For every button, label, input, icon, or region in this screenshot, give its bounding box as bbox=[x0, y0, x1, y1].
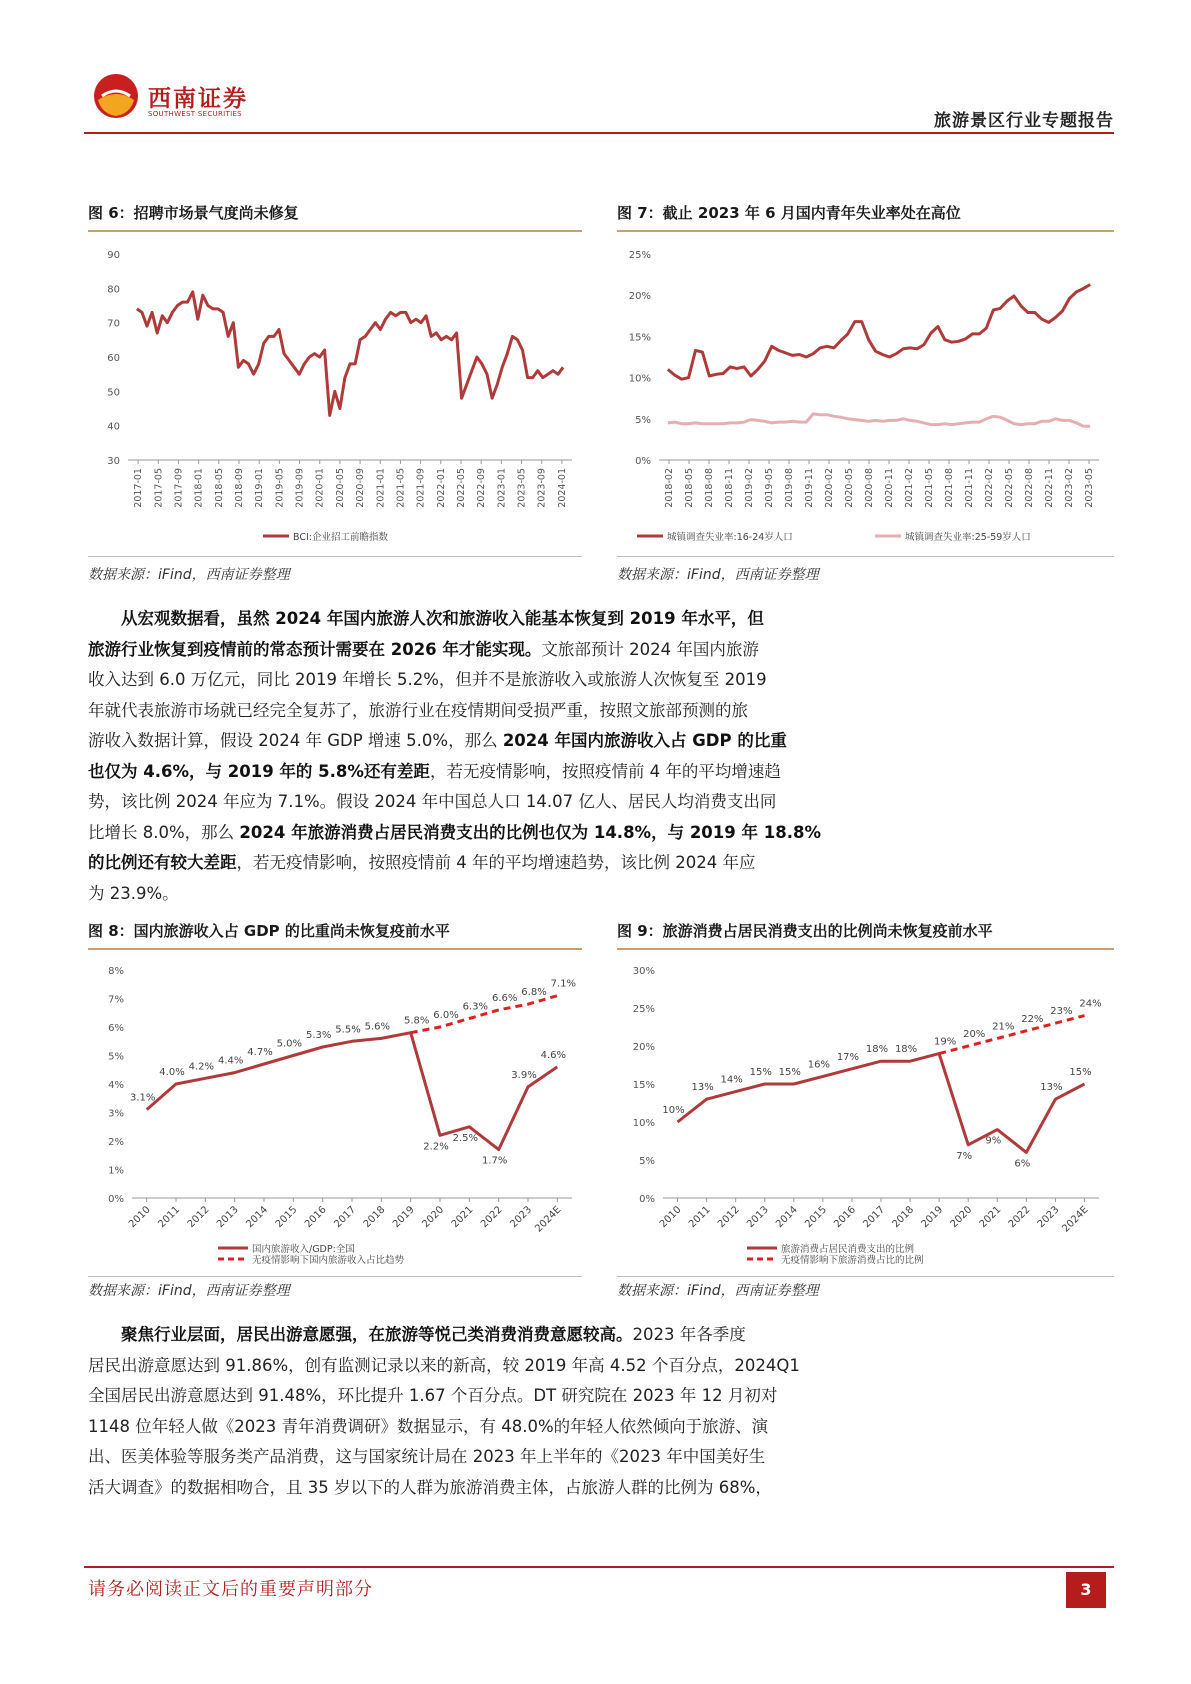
data-label: 5.6% bbox=[364, 1021, 391, 1033]
text-run: 出、医美体验等服务类产品消费，这与国家统计局在 2023 年上半年的《2023 年中国美好生 bbox=[88, 1447, 766, 1466]
figure-8 bbox=[88, 920, 582, 1282]
data-label: 9% bbox=[985, 1135, 1002, 1147]
data-label: 16% bbox=[807, 1059, 830, 1071]
y-tick-label: 5% bbox=[639, 1156, 655, 1167]
figure-7 bbox=[617, 202, 1114, 562]
y-tick-label: 25% bbox=[632, 1004, 655, 1015]
legend-label: 城镇调查失业率:25-59岁人口 bbox=[905, 532, 1031, 543]
data-label: 4.6% bbox=[540, 1049, 567, 1061]
data-label: 15% bbox=[778, 1067, 801, 1078]
figure-9-bottom-rule bbox=[617, 1276, 1114, 1277]
data-label: 22% bbox=[1021, 1013, 1044, 1025]
figure-7-title: 图 7：截止 2023 年 6 月国内青年失业率处在高位 bbox=[617, 204, 961, 222]
data-label: 18% bbox=[894, 1044, 918, 1056]
y-tick-label: 15% bbox=[628, 332, 651, 344]
figure-9 bbox=[617, 920, 1114, 1282]
x-tick-label: 2018-11 bbox=[724, 468, 735, 508]
figure-9-title: 图 9：旅游消费占居民消费支出的比例尚未恢复疫前水平 bbox=[617, 922, 993, 940]
x-tick-label: 2013 bbox=[745, 1204, 771, 1231]
series-line-actual bbox=[678, 1051, 1085, 1153]
data-label: 20% bbox=[963, 1029, 986, 1040]
data-label: 15% bbox=[749, 1067, 772, 1078]
bold-text: 从宏观数据看，虽然 2024 年国内旅游人次和旅游收入能基本恢复到 2019 年水平，但 bbox=[121, 609, 764, 628]
y-tick-label: 70 bbox=[107, 318, 120, 330]
x-tick-label: 2016 bbox=[832, 1204, 859, 1231]
x-tick-label: 2024E bbox=[533, 1204, 564, 1235]
data-label: 7% bbox=[956, 1150, 973, 1162]
x-tick-label: 2022-05 bbox=[456, 468, 467, 508]
data-label: 13% bbox=[1040, 1082, 1063, 1094]
data-label: 5.8% bbox=[403, 1015, 430, 1027]
series-line-2 bbox=[668, 414, 1090, 426]
x-tick-label: 2022-08 bbox=[1024, 468, 1035, 508]
body-paragraph-1 bbox=[88, 604, 892, 909]
x-tick-label: 2014 bbox=[774, 1204, 800, 1231]
y-tick-label: 40 bbox=[107, 421, 120, 433]
y-tick-label: 20% bbox=[628, 291, 651, 303]
text-run: 收入达到 6.0 万亿元，同比 2019 年增长 5.2%，但并不是旅游收入或旅游人次恢复至 2019 bbox=[88, 670, 767, 689]
x-tick-label: 2019-11 bbox=[804, 468, 815, 508]
text-run: ，若无疫情影响，按照疫情前 4 年的平均增速趋 bbox=[429, 761, 781, 781]
x-tick-label: 2022 bbox=[1006, 1204, 1033, 1231]
x-tick-label: 2022 bbox=[479, 1204, 505, 1231]
y-tick-label: 2% bbox=[108, 1137, 124, 1148]
x-tick-label: 2021-01 bbox=[375, 468, 387, 508]
figure-6-source: 数据来源：iFind，西南证券整理 bbox=[88, 567, 290, 583]
x-tick-label: 2021-11 bbox=[964, 468, 975, 508]
x-tick-label: 2020 bbox=[948, 1204, 975, 1231]
text-run: 活大调查》的数据相吻合，且 35 岁以下的人群为旅游消费主体，占旅游人群的比例为 68%， bbox=[88, 1477, 772, 1497]
x-tick-label: 2018-01 bbox=[193, 468, 205, 508]
y-tick-label: 8% bbox=[108, 966, 124, 977]
x-tick-label: 2022-05 bbox=[1004, 468, 1015, 508]
y-tick-label: 50 bbox=[107, 387, 120, 399]
series-line-1 bbox=[668, 285, 1090, 380]
paragraph-line bbox=[88, 879, 892, 910]
x-tick-label: 2018 bbox=[890, 1204, 917, 1231]
x-tick-label: 2015 bbox=[273, 1204, 300, 1231]
x-tick-label: 2018-02 bbox=[664, 468, 675, 508]
x-tick-label: 2019-05 bbox=[274, 468, 286, 508]
x-tick-label: 2020-11 bbox=[884, 468, 895, 508]
figure-7-chart bbox=[617, 232, 1114, 550]
paragraph-line bbox=[88, 818, 892, 849]
data-label: 15% bbox=[1069, 1067, 1092, 1078]
x-tick-label: 2011 bbox=[686, 1204, 713, 1231]
x-tick-label: 2023 bbox=[508, 1204, 535, 1231]
x-tick-label: 2019-09 bbox=[294, 468, 306, 508]
x-tick-label: 2020-05 bbox=[844, 468, 855, 508]
y-tick-label: 0% bbox=[639, 1194, 655, 1205]
data-label: 6% bbox=[1014, 1158, 1031, 1170]
x-tick-label: 2020-09 bbox=[355, 468, 367, 508]
text-run: 年就代表旅游市场就已经完全复苏了，旅游行业在疫情期间受损严重，按照文旅部预测的旅 bbox=[88, 700, 748, 720]
footer-divider bbox=[84, 1566, 1114, 1568]
x-tick-label: 2020-02 bbox=[824, 468, 835, 508]
x-tick-label: 2012 bbox=[716, 1204, 742, 1231]
header-divider bbox=[84, 132, 1114, 134]
x-tick-label: 2021 bbox=[449, 1204, 476, 1231]
x-tick-label: 2017 bbox=[861, 1204, 888, 1231]
data-label: 4.2% bbox=[188, 1061, 215, 1073]
x-tick-label: 2023-09 bbox=[536, 468, 548, 508]
paragraph-line bbox=[88, 604, 892, 635]
x-tick-label: 2012 bbox=[185, 1204, 212, 1231]
y-tick-label: 5% bbox=[635, 414, 651, 426]
x-tick-label: 2018 bbox=[361, 1204, 388, 1231]
x-tick-label: 2013 bbox=[215, 1204, 241, 1231]
x-tick-label: 2022-09 bbox=[476, 468, 488, 508]
data-label: 3.1% bbox=[129, 1092, 156, 1104]
y-tick-label: 90 bbox=[107, 250, 120, 261]
figure-7-bottom-rule bbox=[617, 556, 1114, 557]
x-tick-label: 2023-05 bbox=[516, 468, 528, 508]
x-tick-label: 2019 bbox=[919, 1204, 946, 1231]
bold-text: 2024 年旅游消费占居民消费支出的比例也仅为 14.8%，与 2019 年 18.8% bbox=[239, 822, 821, 842]
page-header bbox=[84, 70, 1114, 140]
bold-text: 2024 年国内旅游收入占 GDP 的比重 bbox=[502, 731, 787, 750]
figure-6 bbox=[88, 202, 582, 562]
report-title: 旅游景区行业专题报告 bbox=[934, 111, 1114, 131]
x-tick-label: 2014 bbox=[244, 1204, 271, 1231]
text-run: 居民出游意愿达到 91.86%，创有监测记录以来的新高，较 2019 年高 4.52 个百分点，2024Q1 bbox=[88, 1355, 800, 1375]
text-run: 文旅部预计 2024 年国内旅游 bbox=[541, 639, 759, 659]
paragraph-line bbox=[88, 726, 892, 757]
x-tick-label: 2020-08 bbox=[864, 468, 875, 508]
y-tick-label: 1% bbox=[108, 1165, 124, 1177]
paragraph-line bbox=[88, 1473, 892, 1504]
x-tick-label: 2018-08 bbox=[704, 468, 715, 508]
paragraph-line bbox=[88, 848, 892, 879]
brand-english: SOUTHWEST SECURITIES bbox=[148, 110, 242, 118]
x-tick-label: 2022-01 bbox=[435, 468, 447, 508]
figure-8-chart bbox=[88, 950, 582, 1270]
figure-8-title: 图 8：国内旅游收入占 GDP 的比重尚未恢复疫前水平 bbox=[88, 922, 450, 940]
x-tick-label: 2023-05 bbox=[1084, 468, 1095, 508]
x-tick-label: 2021-08 bbox=[944, 468, 955, 508]
x-tick-label: 2019-08 bbox=[784, 468, 795, 508]
figure-9-chart bbox=[617, 950, 1114, 1270]
footer-notice: 请务必阅读正文后的重要声明部分 bbox=[88, 1579, 373, 1600]
x-tick-label: 2017-09 bbox=[173, 468, 185, 508]
paragraph-line bbox=[88, 787, 892, 818]
x-tick-label: 2018-05 bbox=[213, 468, 225, 508]
y-tick-label: 80 bbox=[107, 284, 120, 296]
data-label: 13% bbox=[691, 1082, 714, 1094]
text-run: 游收入数据计算，假设 2024 年 GDP 增速 5.0%，那么 bbox=[88, 731, 503, 750]
x-tick-label: 2010 bbox=[127, 1204, 153, 1231]
x-tick-label: 2018-05 bbox=[684, 468, 695, 508]
y-tick-label: 20% bbox=[632, 1042, 655, 1053]
data-label: 4.4% bbox=[217, 1055, 244, 1067]
data-label: 10% bbox=[662, 1105, 685, 1116]
y-tick-label: 5% bbox=[108, 1051, 124, 1063]
x-tick-label: 2017 bbox=[332, 1204, 359, 1231]
text-run: ，若无疫情影响，按照疫情前 4 年的平均增速趋势，该比例 2024 年应 bbox=[236, 853, 756, 872]
figure-6-title: 图 6：招聘市场景气度尚未修复 bbox=[88, 204, 299, 222]
y-tick-label: 10% bbox=[628, 373, 651, 385]
series-line-actual bbox=[147, 1033, 558, 1153]
paragraph-line bbox=[88, 1351, 892, 1382]
data-label: 4.7% bbox=[247, 1047, 273, 1059]
figure-8-source: 数据来源：iFind，西南证券整理 bbox=[88, 1283, 290, 1299]
x-tick-label: 2022-11 bbox=[1044, 468, 1055, 508]
series-line-1 bbox=[137, 292, 563, 416]
data-label: 6.0% bbox=[433, 1010, 459, 1021]
x-tick-label: 2024E bbox=[1060, 1204, 1091, 1235]
x-tick-label: 2018-09 bbox=[234, 468, 245, 508]
brand-name: 西南证券 bbox=[148, 85, 248, 112]
figure-8-bottom-rule bbox=[88, 1276, 582, 1277]
data-label: 21% bbox=[992, 1021, 1015, 1033]
page-number: 3 bbox=[1066, 1572, 1106, 1608]
x-tick-label: 2019-01 bbox=[254, 468, 266, 508]
legend-label: BCI:企业招工前瞻指数 bbox=[293, 532, 388, 543]
legend-label: 无疫情影响下国内旅游收入占比趋势 bbox=[252, 1255, 405, 1266]
legend-label: 旅游消费占居民消费支出的比例 bbox=[781, 1244, 915, 1255]
y-tick-label: 30% bbox=[632, 966, 655, 977]
legend-label: 城镇调查失业率:16-24岁人口 bbox=[667, 532, 793, 543]
bold-text: 旅游行业恢复到疫情前的常态预计需要在 2026 年才能实现。 bbox=[88, 639, 542, 659]
x-tick-label: 2023-01 bbox=[496, 468, 508, 508]
x-tick-label: 2021-05 bbox=[924, 468, 935, 508]
southwest-securities-logo-icon bbox=[92, 72, 140, 120]
x-tick-label: 2010 bbox=[657, 1204, 684, 1231]
paragraph-line bbox=[88, 1442, 892, 1473]
y-tick-label: 6% bbox=[108, 1023, 124, 1034]
x-tick-label: 2021-02 bbox=[904, 468, 915, 508]
paragraph-line bbox=[88, 665, 892, 696]
paragraph-line bbox=[88, 1381, 892, 1412]
x-tick-label: 2023-02 bbox=[1064, 468, 1075, 508]
y-tick-label: 30 bbox=[107, 456, 120, 467]
data-label: 6.8% bbox=[521, 987, 547, 999]
legend-label: 国内旅游收入/GDP:全国 bbox=[252, 1244, 355, 1255]
legend-label: 无疫情影响下旅游消费占比的比例 bbox=[781, 1255, 924, 1266]
y-tick-label: 0% bbox=[108, 1194, 124, 1205]
data-label: 6.3% bbox=[462, 1001, 489, 1013]
x-tick-label: 2020 bbox=[420, 1204, 447, 1231]
data-label: 4.0% bbox=[159, 1067, 185, 1078]
data-label: 3.9% bbox=[511, 1069, 537, 1081]
y-tick-label: 10% bbox=[632, 1118, 655, 1129]
data-label: 23% bbox=[1050, 1006, 1073, 1018]
bold-text: 也仅为 4.6%，与 2019 年的 5.8%还有差距 bbox=[88, 761, 430, 781]
bold-text: 聚焦行业层面，居民出游意愿强，在旅游等悦己类消费消费意愿较高。 bbox=[121, 1325, 633, 1344]
x-tick-label: 2022-02 bbox=[984, 468, 995, 508]
x-tick-label: 2011 bbox=[156, 1204, 183, 1231]
data-label: 24% bbox=[1079, 998, 1102, 1010]
text-run: 2023 年各季度 bbox=[632, 1325, 746, 1344]
y-tick-label: 3% bbox=[108, 1108, 124, 1120]
x-tick-label: 2017-05 bbox=[153, 468, 165, 508]
body-paragraph-2 bbox=[88, 1320, 892, 1503]
figure-7-source: 数据来源：iFind，西南证券整理 bbox=[617, 567, 819, 583]
data-label: 5.3% bbox=[305, 1029, 332, 1041]
text-run: 势，该比例 2024 年应为 7.1%。假设 2024 年中国总人口 14.07 亿人、居民人均消费支出同 bbox=[88, 792, 777, 811]
data-label: 14% bbox=[720, 1074, 743, 1086]
y-tick-label: 15% bbox=[632, 1080, 655, 1091]
x-tick-label: 2020-05 bbox=[334, 468, 346, 508]
data-label: 5.5% bbox=[335, 1024, 361, 1036]
data-label: 5.0% bbox=[276, 1038, 303, 1050]
x-tick-label: 2017-01 bbox=[133, 468, 145, 508]
paragraph-line bbox=[88, 1412, 892, 1443]
data-label: 2.5% bbox=[452, 1132, 479, 1144]
text-run: 全国居民出游意愿达到 91.48%，环比提升 1.67 个百分点。DT 研究院在 2023 年 12 月初对 bbox=[88, 1386, 778, 1405]
x-tick-label: 2021-05 bbox=[395, 468, 407, 508]
x-tick-label: 2024-01 bbox=[556, 467, 568, 508]
figure-6-bottom-rule bbox=[88, 556, 582, 557]
bold-text: 的比例还有较大差距 bbox=[88, 853, 237, 872]
y-tick-label: 7% bbox=[108, 994, 124, 1006]
text-run: 1148 位年轻人做《2023 青年消费调研》数据显示，有 48.0%的年轻人依然倾向于旅游、演 bbox=[88, 1416, 769, 1436]
x-tick-label: 2021-09 bbox=[415, 468, 427, 508]
y-tick-label: 25% bbox=[628, 250, 651, 261]
y-tick-label: 0% bbox=[635, 456, 651, 467]
figure-6-chart bbox=[88, 232, 582, 550]
data-label: 1.7% bbox=[481, 1155, 508, 1167]
paragraph-line bbox=[88, 1320, 892, 1351]
data-label: 7.1% bbox=[550, 978, 577, 990]
y-tick-label: 4% bbox=[108, 1080, 124, 1091]
y-tick-label: 60 bbox=[107, 353, 120, 364]
x-tick-label: 2020-01 bbox=[314, 468, 326, 508]
x-tick-label: 2016 bbox=[303, 1204, 329, 1231]
data-label: 18% bbox=[865, 1044, 889, 1056]
x-tick-label: 2019-05 bbox=[764, 468, 775, 508]
text-run: 比增长 8.0%，那么 bbox=[88, 822, 240, 842]
figure-9-source: 数据来源：iFind，西南证券整理 bbox=[617, 1283, 819, 1299]
data-label: 2.2% bbox=[423, 1141, 449, 1153]
paragraph-line bbox=[88, 696, 892, 727]
x-tick-label: 2021 bbox=[977, 1204, 1004, 1231]
x-tick-label: 2023 bbox=[1035, 1204, 1062, 1231]
x-tick-label: 2015 bbox=[803, 1204, 829, 1231]
text-run: 为 23.9%。 bbox=[88, 883, 179, 903]
data-label: 6.6% bbox=[491, 992, 518, 1004]
paragraph-line bbox=[88, 757, 892, 788]
x-tick-label: 2019-02 bbox=[744, 468, 755, 508]
data-label: 19% bbox=[934, 1036, 957, 1048]
paragraph-line bbox=[88, 635, 892, 666]
data-label: 17% bbox=[836, 1051, 860, 1063]
x-tick-label: 2019 bbox=[391, 1204, 417, 1231]
